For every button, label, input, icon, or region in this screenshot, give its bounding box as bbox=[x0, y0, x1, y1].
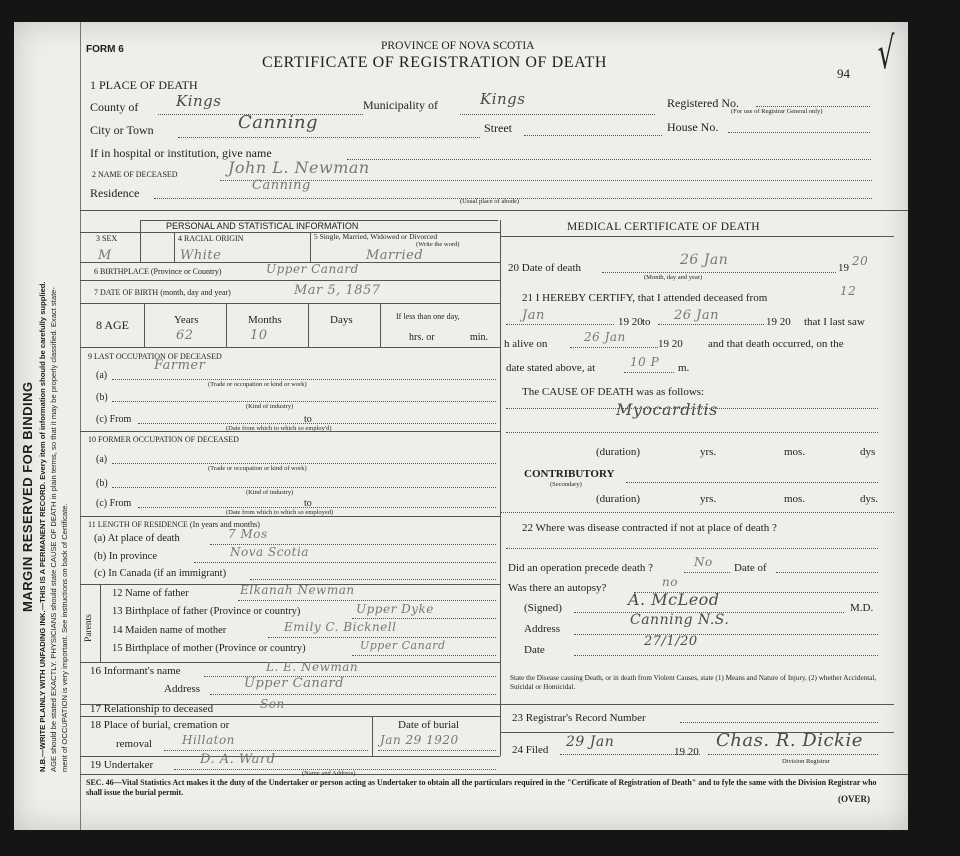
record-number-label: 23 Registrar's Record Number bbox=[512, 712, 646, 724]
county-label: County of bbox=[90, 100, 139, 114]
former-occ-c-note: (Date from which to which so employed) bbox=[226, 509, 334, 516]
physician-signature: A. McLeod bbox=[628, 590, 720, 609]
burial-place-label: 18 Place of burial, cremation or bbox=[90, 719, 230, 731]
city-label: City or Town bbox=[90, 123, 154, 137]
alive-on-label: h alive on bbox=[504, 338, 548, 350]
months-value: 10 bbox=[250, 328, 268, 343]
autopsy-label: Was there an autopsy? bbox=[508, 582, 607, 594]
physician-date-label: Date bbox=[524, 644, 545, 656]
father-birthplace-value: Upper Dyke bbox=[356, 602, 434, 616]
less-than-day-label: If less than one day, bbox=[396, 312, 460, 321]
division-registrar-label: Division Registrar bbox=[782, 758, 830, 765]
former-occ-a-label: (a) bbox=[96, 454, 108, 465]
registered-no-note: (For use of Registrar General only) bbox=[731, 108, 823, 115]
physician-address-label: Address bbox=[524, 623, 561, 635]
former-occ-b-note: (Kind of industry) bbox=[246, 489, 294, 496]
date-of-death-value: 26 Jan bbox=[680, 252, 729, 268]
contributory-duration-mos: mos. bbox=[784, 493, 806, 505]
certificate-number: 94 bbox=[837, 66, 850, 81]
filed-year: 19 20 bbox=[674, 746, 699, 758]
contributory-duration-dys: dys. bbox=[860, 493, 879, 505]
form-number: FORM 6 bbox=[86, 44, 124, 55]
physician-date-value: 27/1/20 bbox=[644, 634, 698, 649]
cause-duration-yrs: yrs. bbox=[700, 446, 717, 458]
municipality-label: Municipality of bbox=[363, 98, 438, 112]
house-no-label: House No. bbox=[667, 120, 719, 134]
residence-canada-label: (c) In Canada (if an immigrant) bbox=[94, 568, 227, 579]
md-label: M.D. bbox=[850, 602, 874, 614]
former-occ-to-label: to bbox=[304, 498, 312, 509]
burial-place-value: Hillaton bbox=[182, 733, 235, 747]
signed-label: (Signed) bbox=[524, 602, 562, 614]
contributory-duration-label: (duration) bbox=[596, 493, 640, 505]
last-occ-b-label: (b) bbox=[96, 392, 108, 403]
date-of-death-label: 20 Date of death bbox=[508, 262, 581, 274]
contributory-secondary-note: (Secondary) bbox=[550, 481, 582, 488]
informant-name-value: L. E. Newman bbox=[266, 660, 359, 674]
cause-duration-dys: dys bbox=[860, 446, 876, 458]
last-occupation-heading: 9 LAST OCCUPATION OF DECEASED bbox=[88, 352, 222, 361]
certify-text: 21 I HEREBY CERTIFY, that I attended deceased from bbox=[522, 292, 768, 304]
date-of-death-year-prefix: 19 bbox=[838, 262, 849, 274]
length-of-residence-heading: 11 LENGTH OF RESIDENCE (In years and months) bbox=[88, 520, 260, 529]
last-occ-a-note: (Trade or occupation or kind or work) bbox=[208, 381, 307, 388]
attended-to-label: to bbox=[642, 316, 651, 328]
residence-note: (Usual place of abode) bbox=[460, 198, 520, 205]
months-label: Months bbox=[248, 314, 282, 326]
date-of-death-year: 20 bbox=[852, 254, 869, 268]
operation-date-label: Date of bbox=[734, 562, 767, 574]
check-mark-icon: √ bbox=[877, 28, 895, 79]
alive-on-value: 26 Jan bbox=[584, 330, 626, 344]
cause-of-death-value: Myocarditis bbox=[616, 400, 718, 419]
date-of-birth-label: 7 DATE OF BIRTH (month, day and year) bbox=[94, 288, 231, 297]
last-occ-b-note: (Kind of industry) bbox=[246, 403, 294, 410]
section-46-note: SEC. 46—Vital Statistics Act makes it the duty of the Undertaker or person acting as Undertaker to obtain all the particulars required in the "Certificate of Registration of Death" and to fyle the same with the Division Registrar who shall issue the burial permit. bbox=[86, 778, 877, 797]
attended-to-value: 26 Jan bbox=[674, 308, 720, 323]
last-occ-a-label: (a) bbox=[96, 370, 108, 381]
sex-value: M bbox=[98, 248, 112, 263]
binding-label: MARGIN RESERVED FOR BINDING bbox=[20, 381, 35, 612]
death-occurred-text: and that death occurred, on the bbox=[708, 338, 844, 350]
municipality-value: Kings bbox=[480, 90, 526, 108]
marital-status-label: 5 Single, Married, Widowed or Divorced bbox=[314, 232, 438, 241]
hospital-label: If in hospital or institution, give name bbox=[90, 146, 272, 160]
time-of-death-value: 10 P bbox=[630, 355, 660, 369]
death-certificate bbox=[14, 22, 908, 830]
attended-from-year: 19 20 bbox=[618, 316, 643, 328]
undertaker-value: D. A. Ward bbox=[200, 752, 276, 767]
cause-duration-mos: mos. bbox=[784, 446, 806, 458]
contributory-label: CONTRIBUTORY bbox=[524, 468, 615, 480]
father-birthplace-label: 13 Birthplace of father (Province or country) bbox=[112, 606, 301, 617]
physician-address-value: Canning N.S. bbox=[630, 612, 730, 628]
alive-on-year: 19 20 bbox=[658, 338, 683, 350]
disease-contracted-label: 22 Where was disease contracted if not at place of death ? bbox=[522, 522, 777, 534]
hrs-label: hrs. or bbox=[409, 332, 435, 343]
parents-side-label: Parents bbox=[84, 614, 94, 642]
father-name-label: 12 Name of father bbox=[112, 588, 189, 599]
last-saw-label: that I last saw bbox=[804, 316, 865, 328]
informant-address-label: Address bbox=[164, 683, 201, 695]
cause-of-death-label: The CAUSE OF DEATH was as follows: bbox=[522, 386, 705, 398]
birthplace-label: 6 BIRTHPLACE (Province or Country) bbox=[94, 267, 222, 276]
date-of-death-note: (Month, day and year) bbox=[644, 274, 703, 281]
former-occ-a-note: (Trade or occupation or kind of work) bbox=[208, 465, 307, 472]
county-value: Kings bbox=[176, 92, 222, 110]
attended-from-month: Jan bbox=[522, 308, 545, 323]
last-occupation-value: Farmer bbox=[154, 358, 206, 373]
personal-info-heading: PERSONAL AND STATISTICAL INFORMATION bbox=[166, 221, 359, 231]
burial-date-label: Date of burial bbox=[398, 719, 460, 731]
last-occ-from-label: (c) From bbox=[96, 414, 132, 425]
medical-certificate-heading: MEDICAL CERTIFICATE OF DEATH bbox=[567, 221, 760, 233]
margin-note-3: ment of OCCUPATION is very important. See instructions on back of Certificate. bbox=[60, 503, 69, 772]
attended-from-day: 12 bbox=[840, 284, 857, 298]
registered-no-label: Registered No. bbox=[667, 96, 739, 110]
date-stated-above-label: date stated above, at bbox=[506, 362, 596, 374]
racial-origin-label: 4 RACIAL ORIGIN bbox=[178, 234, 244, 243]
birthplace-value: Upper Canard bbox=[266, 262, 359, 276]
mother-maiden-name-value: Emily C. Bicknell bbox=[284, 620, 397, 634]
name-of-deceased-value: John L. Newman bbox=[228, 158, 370, 177]
years-label: Years bbox=[174, 314, 199, 326]
province-heading: PROVINCE OF NOVA SCOTIA bbox=[381, 40, 535, 52]
mother-birthplace-value: Upper Canard bbox=[360, 639, 446, 652]
residence-province-value: Nova Scotia bbox=[230, 545, 309, 559]
date-of-birth-value: Mar 5, 1857 bbox=[294, 283, 381, 298]
contributory-duration-yrs: yrs. bbox=[700, 493, 717, 505]
relationship-value: Son bbox=[260, 697, 285, 711]
attended-to-year: 19 20 bbox=[766, 316, 791, 328]
certificate-title: CERTIFICATE OF REGISTRATION OF DEATH bbox=[262, 54, 608, 71]
last-occ-c-note: (Date from which to which so employ'd) bbox=[226, 425, 332, 432]
filed-value: 29 Jan bbox=[566, 734, 615, 750]
city-value: Canning bbox=[238, 112, 319, 133]
margin-note-1: N.B.—WRITE PLAINLY WITH UNFADING INK.—THIS IS A PERMANENT RECORD. Every item of information should be carefully supplied. bbox=[38, 281, 47, 772]
cause-duration-label: (duration) bbox=[596, 446, 640, 458]
burial-date-value: Jan 29 1920 bbox=[380, 733, 459, 747]
residence-place-value: 7 Mos bbox=[228, 527, 268, 541]
registrar-signature: Chas. R. Dickie bbox=[716, 730, 863, 751]
over-label: (OVER) bbox=[838, 794, 870, 804]
violent-causes-note: State the Disease causing Death, or in death from Violent Causes, state (1) Means and Nature of Injury, (2) whether Accidental, Suicidal or Homicidal. bbox=[510, 674, 877, 691]
sex-label: 3 SEX bbox=[96, 234, 118, 243]
margin-note-2: AGE should be stated EXACTLY. PHYSICIANS should state CAUSE OF DEATH in plain terms, so that it may be properly classified. Exact state- bbox=[49, 287, 58, 772]
autopsy-value: no bbox=[662, 575, 678, 589]
residence-place-label: (a) At place of death bbox=[94, 533, 180, 544]
informant-name-label: 16 Informant's name bbox=[90, 665, 181, 677]
burial-removal-label: removal bbox=[116, 738, 153, 750]
name-of-deceased-label: 2 NAME OF DECEASED bbox=[92, 170, 178, 179]
mother-birthplace-label: 15 Birthplace of mother (Province or country) bbox=[112, 643, 306, 654]
operation-value: No bbox=[694, 555, 713, 569]
street-label: Street bbox=[484, 121, 512, 135]
age-label: 8 AGE bbox=[96, 318, 129, 332]
undertaker-label: 19 Undertaker bbox=[90, 759, 154, 771]
mother-maiden-name-label: 14 Maiden name of mother bbox=[112, 625, 227, 636]
time-of-death-meridian: m. bbox=[678, 362, 690, 374]
residence-value: Canning bbox=[252, 178, 311, 193]
former-occ-b-label: (b) bbox=[96, 478, 108, 489]
relationship-label: 17 Relationship to deceased bbox=[90, 703, 214, 715]
min-label: min. bbox=[470, 332, 489, 343]
years-value: 62 bbox=[176, 328, 194, 343]
days-label: Days bbox=[330, 314, 353, 326]
place-of-death-heading: 1 PLACE OF DEATH bbox=[90, 78, 198, 92]
marital-status-note: (Write the word) bbox=[416, 241, 460, 248]
informant-address-value: Upper Canard bbox=[244, 676, 344, 691]
filed-label: 24 Filed bbox=[512, 744, 549, 756]
last-occ-to-label: to bbox=[304, 414, 312, 425]
former-occupation-heading: 10 FORMER OCCUPATION OF DECEASED bbox=[88, 435, 239, 444]
father-name-value: Elkanah Newman bbox=[240, 583, 355, 597]
racial-origin-value: White bbox=[180, 248, 222, 263]
operation-label: Did an operation precede death ? bbox=[508, 562, 654, 574]
marital-status-value: Married bbox=[366, 248, 424, 263]
binding-margin bbox=[14, 22, 81, 830]
former-occ-from-label: (c) From bbox=[96, 498, 132, 509]
undertaker-note: (Name and Address) bbox=[302, 770, 356, 777]
residence-label: Residence bbox=[90, 186, 140, 200]
residence-province-label: (b) In province bbox=[94, 551, 157, 562]
